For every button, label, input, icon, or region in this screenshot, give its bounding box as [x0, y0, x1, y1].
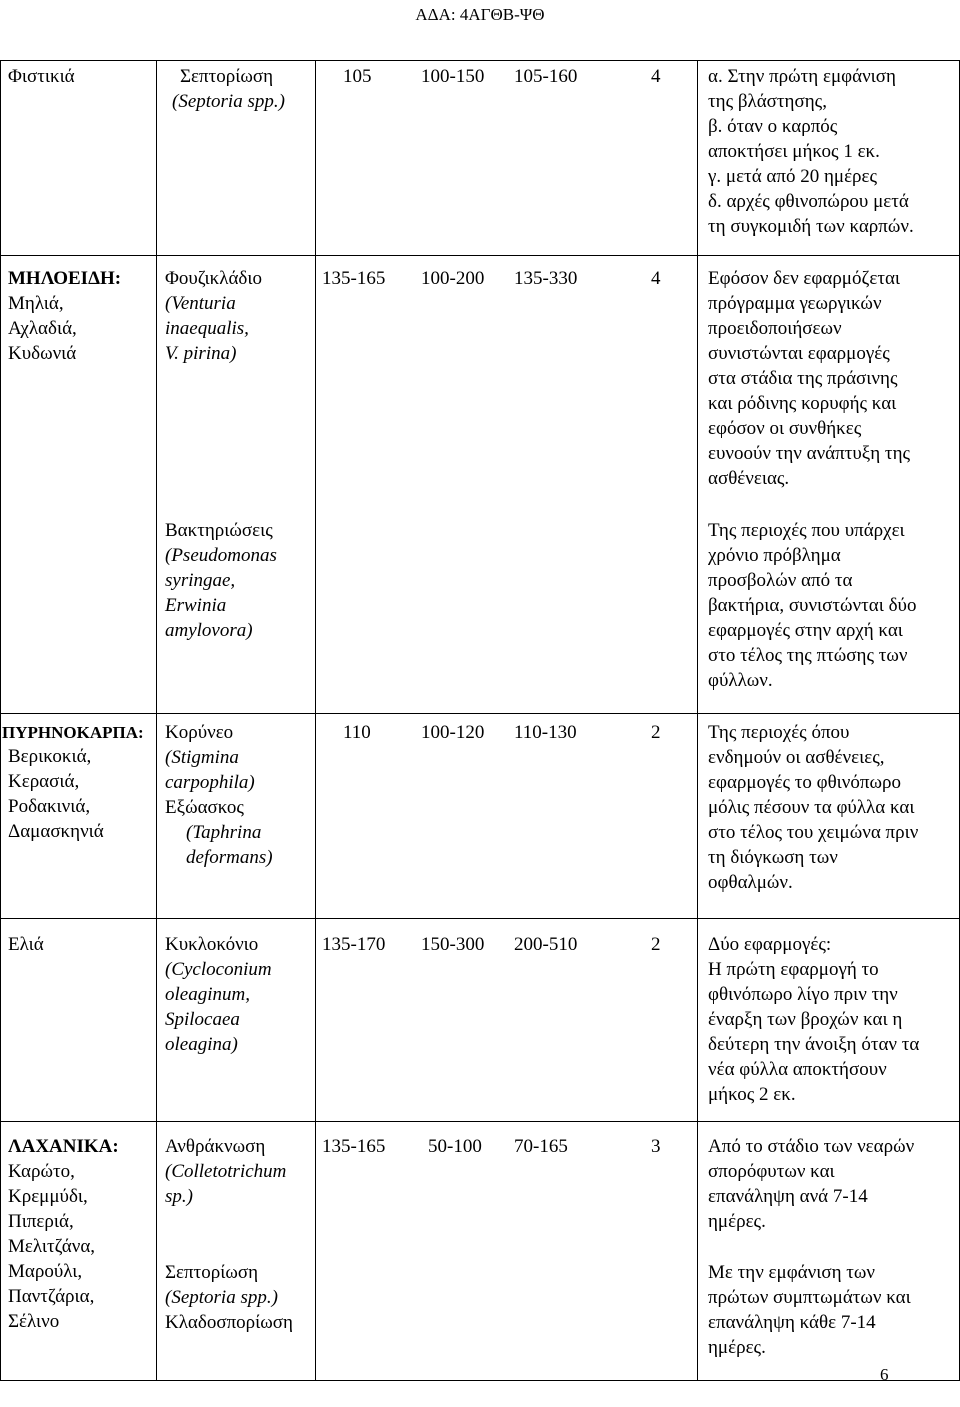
disease-cell-2: Εξώασκος [165, 797, 244, 818]
row-divider [0, 713, 960, 714]
pathogen-cell-2: (Taphrina deformans) [186, 822, 273, 868]
table-border-top [0, 60, 960, 61]
pathogen-cell: (Cycloconium oleaginum, Spilocaea oleagina) [165, 959, 272, 1055]
table-border-bottom [0, 1380, 960, 1381]
crop-cell: Φιστικιά [8, 66, 75, 87]
dose-a: 135-170 [322, 934, 386, 955]
notes-cell: Της περιοχές όπου ενδημούν οι ασθένειες, εφαρμογές το φθινόπωρο μόλις πέσουν τα φύλλα και στο τέλος του χειμώνα πριν τη διόγκωση των οφθαλμών. [708, 722, 919, 893]
page-number: 6 [880, 1365, 889, 1384]
crop-cell: Μηλιά, Αχλαδιά, Κυδωνιά [8, 293, 77, 364]
disease-cell: Κυκλοκόνιο [165, 934, 259, 955]
col-divider [315, 60, 316, 1380]
crop-group-title: ΛΑΧΑΝΙΚΑ: [8, 1136, 119, 1157]
disease-cell-3: Κλαδοσπορίωση [165, 1312, 293, 1333]
applications: 2 [651, 934, 661, 955]
document-header: ΑΔΑ: 4ΑΓΘΒ-ΨΘ [415, 5, 545, 24]
applications: 3 [651, 1136, 661, 1157]
dose-b: 100-120 [421, 722, 485, 743]
col-divider [697, 60, 698, 1380]
crop-group-title: ΜΗΛΟΕΙΔΗ: [8, 268, 122, 289]
dose-c: 105-160 [514, 66, 578, 87]
disease-cell: Σεπτορίωση [180, 66, 274, 87]
dose-a: 135-165 [322, 268, 386, 289]
applications: 4 [651, 66, 661, 87]
pathogen-cell-2: (Septoria spp.) [165, 1287, 278, 1308]
dose-a: 135-165 [322, 1136, 386, 1157]
col-divider [156, 60, 157, 1380]
row-divider [0, 255, 960, 256]
crop-cell: Καρώτο, Κρεμμύδι, Πιπεριά, Μελιτζάνα, Μαρούλι, Παντζάρια, Σέλινο [8, 1161, 96, 1332]
disease-cell: Κορύνεο [165, 722, 234, 743]
dose-b: 150-300 [421, 934, 485, 955]
crop-cell: Ελιά [8, 934, 44, 955]
dose-a: 105 [343, 66, 372, 87]
notes-cell: Εφόσον δεν εφαρμόζεται πρόγραμμα γεωργικών προειδοποιήσεων συνιστώνται εφαρμογές στα στάδια της πράσινης και ρόδινης κορυφής και εφόσον οι συνθήκες ευνοούν την ανάπτυξη της ασθένειας. [708, 268, 911, 489]
dose-b: 100-150 [421, 66, 485, 87]
dose-b: 50-100 [428, 1136, 482, 1157]
dose-c: 200-510 [514, 934, 578, 955]
notes-cell: Δύο εφαρμογές: Η πρώτη εφαρμογή το φθινόπωρο λίγο πριν την έναρξη των βροχών και η δεύτερη την άνοιξη όταν τα νέα φύλλα αποκτήσουν μήκος 2 εκ. [708, 934, 920, 1105]
notes-cell-2: Με την εμφάνιση των πρώτων συμπτωμάτων και επανάληψη κάθε 7-14 ημέρες. [708, 1262, 911, 1358]
dose-c: 110-130 [514, 722, 577, 743]
pathogen-cell: (Septoria spp.) [172, 91, 285, 112]
pathogen-cell: (Venturia inaequalis, V. pirina) [165, 293, 249, 364]
disease-cell: Φουζικλάδιο [165, 268, 262, 289]
disease-cell: Βακτηριώσεις [165, 520, 273, 541]
dose-b: 100-200 [421, 268, 485, 289]
applications: 2 [651, 722, 661, 743]
applications: 4 [651, 268, 661, 289]
notes-cell: α. Στην πρώτη εμφάνιση της βλάστησης, β. όταν ο καρπός αποκτήσει μήκος 1 εκ. γ. μετά από 20 ημέρες δ. αρχές φθινοπώρου μετά τη συγκομιδή των καρπών. [708, 66, 914, 237]
disease-cell-2: Σεπτορίωση [165, 1262, 259, 1283]
disease-cell: Ανθράκνωση [165, 1136, 266, 1157]
notes-cell: Από το στάδιο των νεαρών σπορόφυτων και επανάληψη ανά 7-14 ημέρες. [708, 1136, 915, 1232]
row-divider [0, 1121, 960, 1122]
pathogen-cell: (Pseudomonas syringae, Erwinia amylovora) [165, 545, 277, 641]
dose-a: 110 [343, 722, 371, 743]
col-divider [0, 60, 1, 1380]
crop-group-title: ΠΥΡΗΝΟΚΑΡΠΑ: [2, 723, 144, 742]
pathogen-cell: (Colletotrichum sp.) [165, 1161, 287, 1207]
row-divider [0, 918, 960, 919]
notes-cell: Της περιοχές που υπάρχει χρόνιο πρόβλημα προσβολών από τα βακτήρια, συνιστώνται δύο εφαρμογές στην αρχή και στο τέλος της πτώσης των φύλλων. [708, 520, 917, 691]
dose-c: 70-165 [514, 1136, 568, 1157]
pathogen-cell: (Stigmina carpophila) [165, 747, 255, 793]
dose-c: 135-330 [514, 268, 578, 289]
crop-cell: Βερικοκιά, Κερασιά, Ροδακινιά, Δαμασκηνιά [8, 746, 104, 842]
